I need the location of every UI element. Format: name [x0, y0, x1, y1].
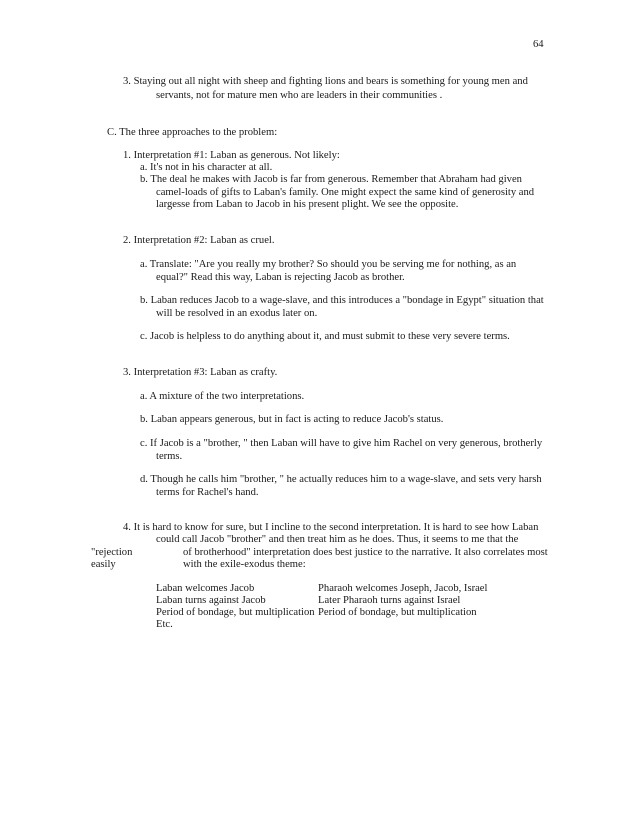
interpretation-2-b-line-1: b. Laban reduces Jacob to a wage-slave, and this introduces a "bondage in Egypt" situation that [140, 295, 544, 306]
interpretation-3-a: a. A mixture of the two interpretations. [140, 391, 305, 402]
point-4-margin-1: "rejection [91, 547, 133, 558]
interpretation-2-a-line-1: a. Translate: "Are you really my brother? So should you be serving me for nothing, as an [140, 259, 517, 270]
parallel-left-1: Laban welcomes Jacob [156, 583, 255, 594]
interpretation-2-a-line-2: equal?" Read this way, Laban is rejecting Jacob as brother. [156, 272, 405, 283]
parallel-right-2: Later Pharaoh turns against Israel [318, 595, 461, 606]
interpretation-3-d-line-1: d. Though he calls him "brother, " he actually reduces him to a wage-slave, and sets very harsh [140, 474, 542, 485]
page-number: 64 [533, 39, 544, 50]
interpretation-2-b-line-2: will be resolved in an exodus later on. [156, 308, 318, 319]
interpretation-1-heading: 1. Interpretation #1: Laban as generous. Not likely: [123, 150, 340, 161]
interpretation-3-d-line-2: terms for Rachel's hand. [156, 487, 259, 498]
interpretation-3-c-line-2: terms. [156, 451, 183, 462]
parallel-left-3: Period of bondage, but multiplication [156, 607, 315, 618]
interpretation-2-heading: 2. Interpretation #2: Laban as cruel. [123, 235, 275, 246]
interpretation-1-a: a. It's not in his character at all. [140, 162, 273, 173]
parallel-left-4: Etc. [156, 619, 173, 630]
point-4-line-3: of brotherhood" interpretation does best justice to the narrative. It also correlates most [183, 547, 548, 558]
section-c-heading: C. The three approaches to the problem: [107, 127, 278, 138]
point-4-line-4: with the exile-exodus theme: [183, 559, 306, 570]
item-3-line-1: 3. Staying out all night with sheep and fighting lions and bears is something for young men and [123, 76, 528, 87]
interpretation-3-c-line-1: c. If Jacob is a "brother, " then Laban will have to give him Rachel on very generous, brotherly [140, 438, 543, 449]
point-4-margin-2: easily [91, 559, 116, 570]
item-3-line-2: servants, not for mature men who are leaders in their communities . [156, 90, 443, 101]
point-4-line-2: could call Jacob "brother" and then treat him as he does. Thus, it seems to me that the [156, 534, 519, 545]
interpretation-1-b-line-1: b. The deal he makes with Jacob is far from generous. Remember that Abraham had given [140, 174, 522, 185]
interpretation-3-b: b. Laban appears generous, but in fact is acting to reduce Jacob's status. [140, 414, 444, 425]
parallel-right-1: Pharaoh welcomes Joseph, Jacob, Israel [318, 583, 488, 594]
interpretation-1-b-line-2: camel-loads of gifts to Laban's family. One might expect the same kind of generosity and [156, 187, 535, 198]
parallel-right-3: Period of bondage, but multiplication [318, 607, 477, 618]
interpretation-3-heading: 3. Interpretation #3: Laban as crafty. [123, 367, 278, 378]
interpretation-2-c: c. Jacob is helpless to do anything about it, and must submit to these very severe terms. [140, 331, 510, 342]
interpretation-1-b-line-3: largesse from Laban to Jacob in his present plight. We see the opposite. [156, 199, 459, 210]
parallel-left-2: Laban turns against Jacob [156, 595, 266, 606]
point-4-line-1: 4. It is hard to know for sure, but I incline to the second interpretation. It is hard to see how Laban [123, 522, 539, 533]
